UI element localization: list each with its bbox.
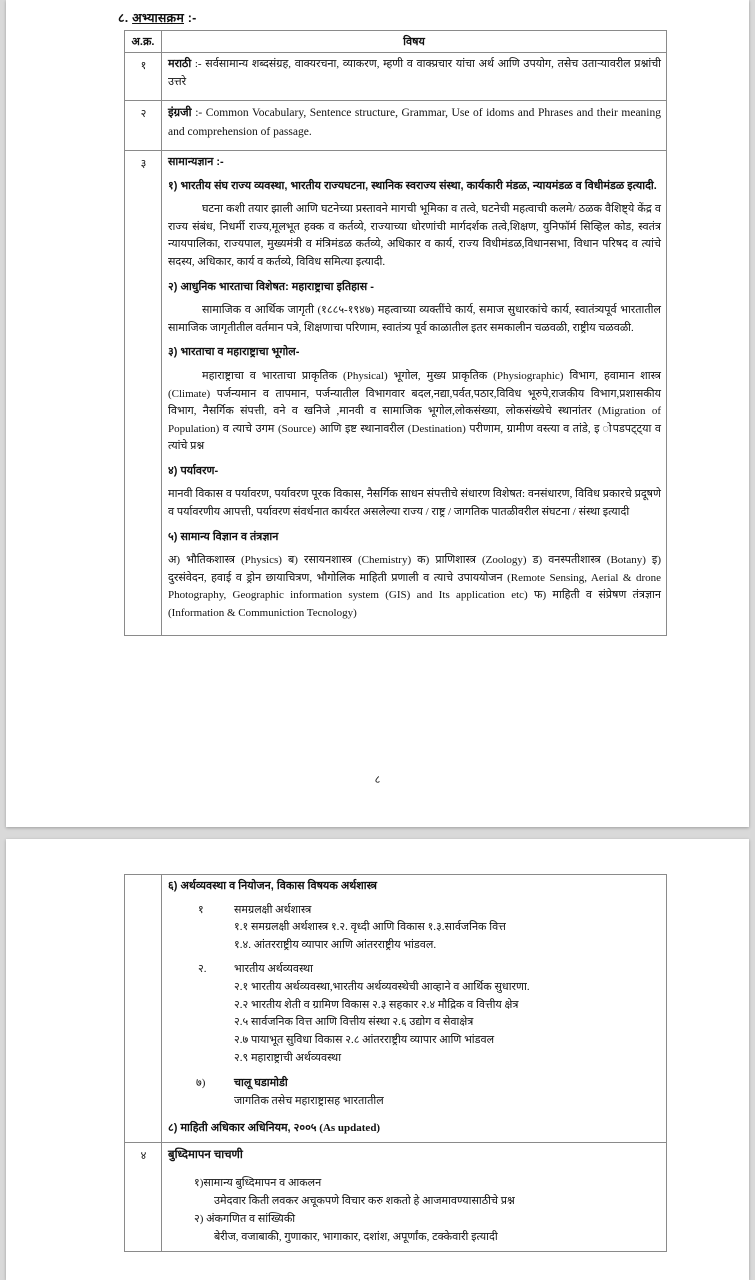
group-line: २.७ पायाभूत सुविधा विकास २.८ आंतरराष्ट्रीय व्यापार आणि भांडवल — [234, 1034, 495, 1047]
current-affairs-detail: जागतिक तसेच महाराष्ट्रासह भारतातील — [234, 1094, 384, 1107]
group-line: २.९ महाराष्ट्राची अर्थव्यवस्था — [234, 1052, 342, 1065]
table-header-row — [125, 31, 667, 53]
rti-act-title: ८) माहिती अधिकार अधिनियम, २००५ — [168, 1121, 317, 1134]
row-subject-continued — [162, 875, 667, 1143]
economics-group-title-row — [198, 902, 661, 920]
document-page-1 — [6, 0, 749, 827]
row-serial: २ — [125, 101, 162, 151]
section-para-3: महाराष्ट्राचा व भारताचा प्राकृतिक (Physical) भूगोल, मुख्य प्राकृतिक (Physiographic) विभाग, हवामान शास्त्र (Climate) पर्जन्यमान व तापमान, पर्जन्यातील विभागवार बदल,नद्या,पर्वत,पठार,विविध भूरुपे,राजकीय विभाग,प्रशासकीय विभाग, नैसर्गिक संपत्ती, वने व खनिजे ,मानवी व सामाजिक भूगोल,लोकसंख्या, लोकसंख्येचे स्थानांतर (Migration of Population) व त्याचे उगम (Source) आणि इष्ट स्थानावरील (Destination) परीणाम, ग्रामीण वस्त्या व तांडे, इ ोपडपट्ट्या व त्यांचे प्रश्न — [168, 369, 661, 453]
subject-line-1: :- Common Vocabulary, Sentence structure, Grammar, Use of idoms and — [195, 107, 535, 120]
group-title: भारतीय अर्थव्यवस्था — [234, 963, 313, 976]
current-affairs-title-row — [196, 1075, 661, 1093]
table-row — [125, 53, 667, 101]
document-page-2 — [6, 839, 749, 1280]
group-line: २.५ सार्वजनिक वित्त आणि वित्तीय संस्था २.६ उद्योग व सेवाक्षेत्र — [234, 1016, 474, 1029]
row-serial-continued — [125, 875, 162, 1143]
current-affairs-title: चालू घडामोडी — [234, 1076, 288, 1089]
column-header-subject: विषय — [162, 31, 667, 53]
row-subject — [162, 1143, 667, 1252]
row-subject — [162, 101, 667, 151]
economics-outline — [168, 902, 661, 1138]
syllabus-table — [124, 30, 667, 636]
table-row — [125, 875, 667, 1143]
section-head-3: ३) भारताचा व महाराष्ट्राचा भूगोल- — [168, 346, 300, 359]
subject-line-1: :- सर्वसामान्य शब्दसंग्रह, वाक्यरचना, व्याकरण, म्हणी व वाक्प्रचार यांचा अर्थ आणि उपयोग, — [194, 58, 554, 70]
section-para-1: घटना कशी तयार झाली आणि घटनेच्या प्रस्तावने मागची भूमिका व तत्वे, घटनेची महत्वाची कलमे/ ठळक वैशिष्ट्ये केंद्र व राज्य संबंध, निधर्मी राज्य,मूलभूत हक्क व कर्तव्ये, राज्याच्या धोरणांची मार्गदर्शक तत्वे,शिक्षण, युनिफॉर्म सिव्हिल कोड, स्वतंत्र न्यायपालिका, राज्यपाल, मुख्यमंत्री व मंत्रिमंडळ कर्तव्ये, अधिकार व कार्य, राज्य विधीमंडळ,विधानसभा, विधान परिषद व त्यांचे सदस्य, अधिकार, कार्य व कर्तव्ये, विविध समित्या इत्यादी. — [168, 203, 661, 268]
subject-line-2: तसेच उताऱ्यावरील प्रश्नांची उत्तरे — [168, 58, 662, 88]
column-header-sr: अ.क्र. — [125, 31, 162, 53]
aptitude-item-detail: बेरीज, वजाबाकी, गुणाकार, भागाकार, दशांश, अपूर्णांक, टक्केवारी इत्यादी — [214, 1230, 498, 1243]
rti-act-tail: (As updated) — [316, 1121, 381, 1134]
aptitude-item-label: १)सामान्य बुध्दिमापन व आकलन — [194, 1177, 322, 1190]
syllabus-table-continued — [124, 874, 667, 1252]
page-title — [118, 9, 196, 26]
row-subject — [162, 150, 667, 635]
heading-number: ८. — [118, 11, 129, 25]
group-line: २.२ भारतीय शेती व ग्रामिण विकास २.३ सहकार २.४ मौद्रिक व वित्तीय क्षेत्र — [234, 998, 519, 1011]
economics-group-title-row — [198, 961, 661, 979]
aptitude-item-label: २) अंकगणित व सांख्यिकी — [194, 1212, 296, 1225]
table-row — [125, 1143, 667, 1252]
section-para-4: मानवी विकास व पर्यावरण, पर्यावरण पूरक विकास, नैसर्गिक साधन संपत्तीचे संधारण विशेषत: वनसंधारण, विविध प्रकारचे प्रदूषणे व पर्यावरणीय आपत्ती, पर्यावरण संवर्धनात कार्यरत असलेल्या राज्य / राष्ट्र / जागतिक पातळीवरील संघटना / संस्था इत्यादी — [168, 488, 661, 519]
row-serial: ४ — [125, 1143, 162, 1252]
group-number: १ — [198, 903, 204, 916]
group-line: १.४. आंतरराष्ट्रीय व्यापार आणि आंतरराष्ट्रीय भांडवल. — [234, 939, 437, 952]
section-head-2: २) आधुनिक भारताचा विशेषत: महाराष्ट्राचा इतिहास - — [168, 280, 374, 293]
row-subject — [162, 53, 667, 101]
section-para-2: सामाजिक व आर्थिक जागृती (१८८५-१९४७) महत्वाच्या व्यक्तींचे कार्य, समाज सुधारकांचे कार्य, स्वातंत्र्यपूर्व भारतातील सामाजिक जागृतीतील वर्तमान पत्रे, शिक्षणाचा परिणाम, स्वातंत्र्य पूर्व काळातील इतर समकालीन चळवळी, राष्ट्रीय चळवळी. — [168, 304, 661, 334]
section-head-4: ४) पर्यावरण- — [168, 464, 219, 477]
subject-title: इंग्रजी — [168, 107, 192, 120]
group-number: २. — [198, 963, 207, 976]
section-para-5: अ) भौतिकशास्त्र (Physics) ब) रसायनशास्त्र (Chemistry) क) प्राणिशास्त्र (Zoology) ड) वनस्पतीशास्त्र (Botany) इ) दुरसंवेदन, हवाई व ड्रोन छायाचित्रण, भौगोलिक माहिती प्रणाली व त्याचे उपाययोजन (Remote Sensing, Aerial & drone Photography, Geographic information system (GIS) and Its application etc) फ) माहिती व संप्रेषण तंत्रज्ञान (Information & Communiction Tecnology) — [168, 554, 661, 620]
group-line: १.१ समग्रलक्षी अर्थशास्त्र १.२. वृध्दी आणि विकास १.३.सार्वजनिक वित्त — [234, 921, 506, 934]
table-row — [125, 101, 667, 151]
current-affairs-number: ७) — [196, 1076, 206, 1089]
group-title: समग्रलक्षी अर्थशास्त्र — [234, 903, 312, 916]
economics-head: ६) अर्थव्यवस्था व नियोजन, विकास विषयक अर्थशास्त्र — [168, 880, 377, 892]
subject-line-2: Phrases and their meaning and comprehension of passage. — [168, 107, 662, 138]
rti-act-row — [168, 1120, 661, 1138]
section-head-1: १) भारतीय संघ राज्य व्यवस्था, भारतीय राज्यघटना, स्थानिक स्वराज्य संस्था, कार्यकारी मंडळ, न्यायमंडळ व विधीमंडळ इत्यादी. — [168, 179, 657, 192]
economics-group — [168, 902, 661, 955]
page-number: ८ — [374, 774, 381, 786]
row-serial: ३ — [125, 150, 162, 635]
economics-group — [168, 961, 661, 1068]
subject-title: बुध्दिमापन चाचणी — [168, 1149, 243, 1162]
subject-body — [168, 104, 661, 141]
section-head-5: ५) सामान्य विज्ञान व तंत्रज्ञान — [168, 530, 279, 543]
subject-title: मराठी — [168, 58, 192, 70]
heading-text: अभ्यासक्रम — [132, 11, 185, 25]
subject-title: सामान्यज्ञान :- — [168, 155, 224, 168]
row-serial: १ — [125, 53, 162, 101]
group-line: २.१ भारतीय अर्थव्यवस्था,भारतीय अर्थव्यवस्थेची आव्हाने व आर्थिक सुधारणा. — [234, 980, 530, 993]
heading-suffix: :- — [187, 11, 197, 25]
aptitude-item-detail: उमेदवार किती लवकर अचूकपणे विचार करु शकतो हे आजमावण्यासाठीचे प्रश्न — [214, 1194, 515, 1207]
table-row — [125, 150, 667, 635]
subject-body — [168, 56, 661, 91]
